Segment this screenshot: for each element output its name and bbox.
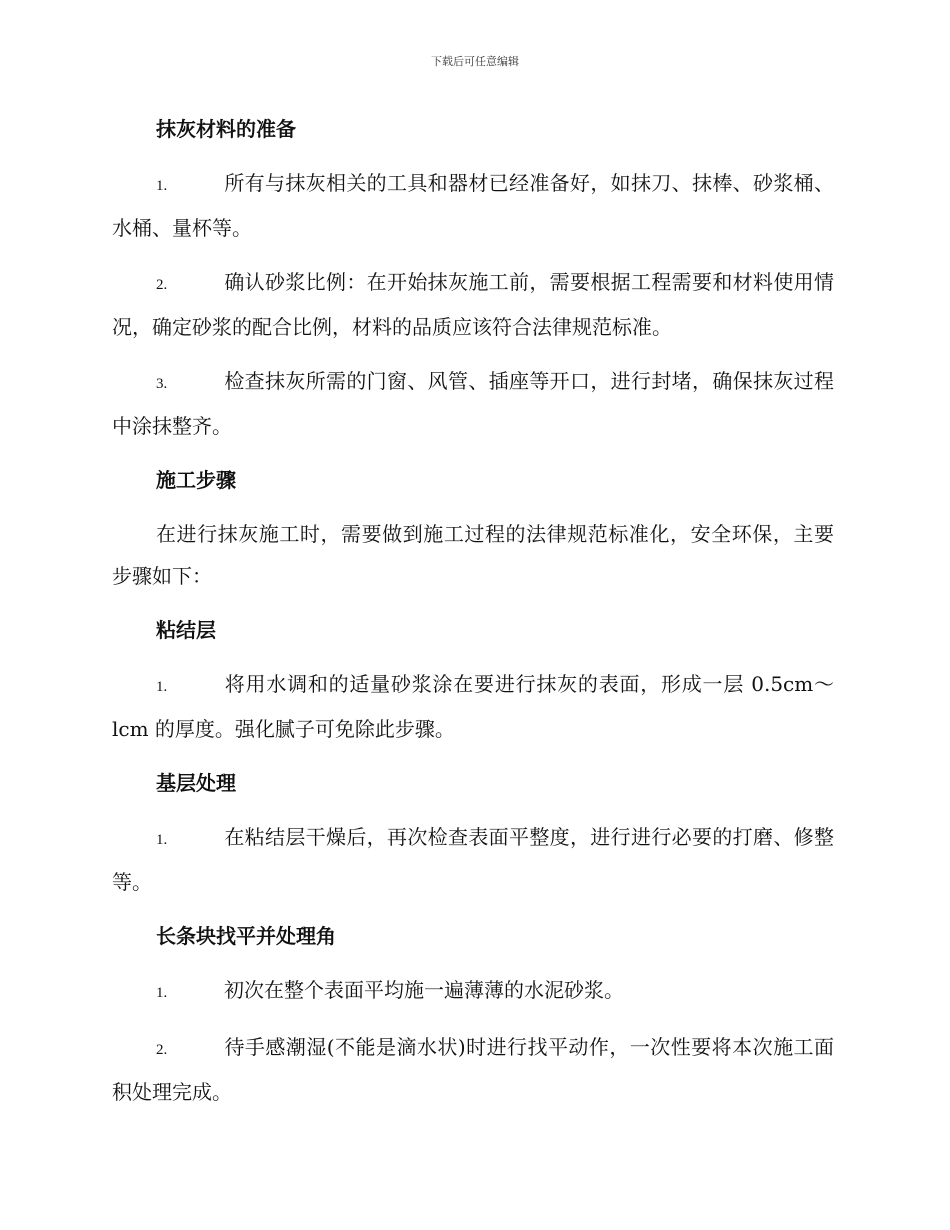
- item-number: 2.: [156, 1042, 168, 1058]
- item-text: 确认砂浆比例：在开始抹灰施工前，需要根据工程需要和材料使用情况，确定砂浆的配合比例，材料的品质应该符合法律规范标准。: [112, 270, 834, 339]
- list-item: [112, 1026, 834, 1113]
- item-number: 3.: [156, 376, 168, 392]
- item-number: 1.: [156, 832, 168, 848]
- list-item: [112, 162, 834, 249]
- item-text: 初次在整个表面平均施一遍薄薄的水泥砂浆。: [224, 978, 624, 1002]
- item-text: 检查抹灰所需的门窗、风管、插座等开口，进行封堵，确保抹灰过程中涂抹整齐。: [112, 369, 834, 438]
- item-text: 将用水调和的适量砂浆涂在要进行抹灰的表面，形成一层 0.5cm～lcm 的厚度。强化腻子可免除此步骤。: [112, 672, 834, 741]
- list-item: [112, 360, 834, 447]
- item-text: 所有与抹灰相关的工具和器材已经准备好，如抹刀、抹棒、砂浆桶、水桶、量杯等。: [112, 171, 834, 240]
- section-heading-construction-steps: 施工步骤: [156, 468, 236, 492]
- section-heading-material-prep: 抹灰材料的准备: [156, 117, 296, 141]
- list-item: [112, 261, 834, 348]
- item-number: 1.: [156, 985, 168, 1001]
- list-item: [112, 663, 834, 750]
- section-heading-leveling-corners: 长条块找平并处理角: [156, 924, 336, 948]
- section-intro: 在进行抹灰施工时，需要做到施工过程的法律规范标准化，安全环保，主要步骤如下：: [112, 522, 834, 588]
- item-number: 1.: [156, 178, 168, 194]
- section-heading-base-treatment: 基层处理: [156, 771, 236, 795]
- item-number: 1.: [156, 679, 168, 695]
- item-text: 在粘结层干燥后，再次检查表面平整度，进行进行必要的打磨、修整等。: [112, 825, 834, 894]
- section-heading-bonding-layer: 粘结层: [156, 618, 216, 642]
- list-item: [112, 816, 834, 903]
- list-item: [112, 969, 834, 1014]
- item-text: 待手感潮湿(不能是滴水状)时进行找平动作，一次性要将本次施工面积处理完成。: [112, 1035, 834, 1104]
- document-body: [112, 108, 834, 1125]
- item-number: 2.: [156, 277, 168, 293]
- page-header: 下载后可任意编辑: [431, 55, 519, 68]
